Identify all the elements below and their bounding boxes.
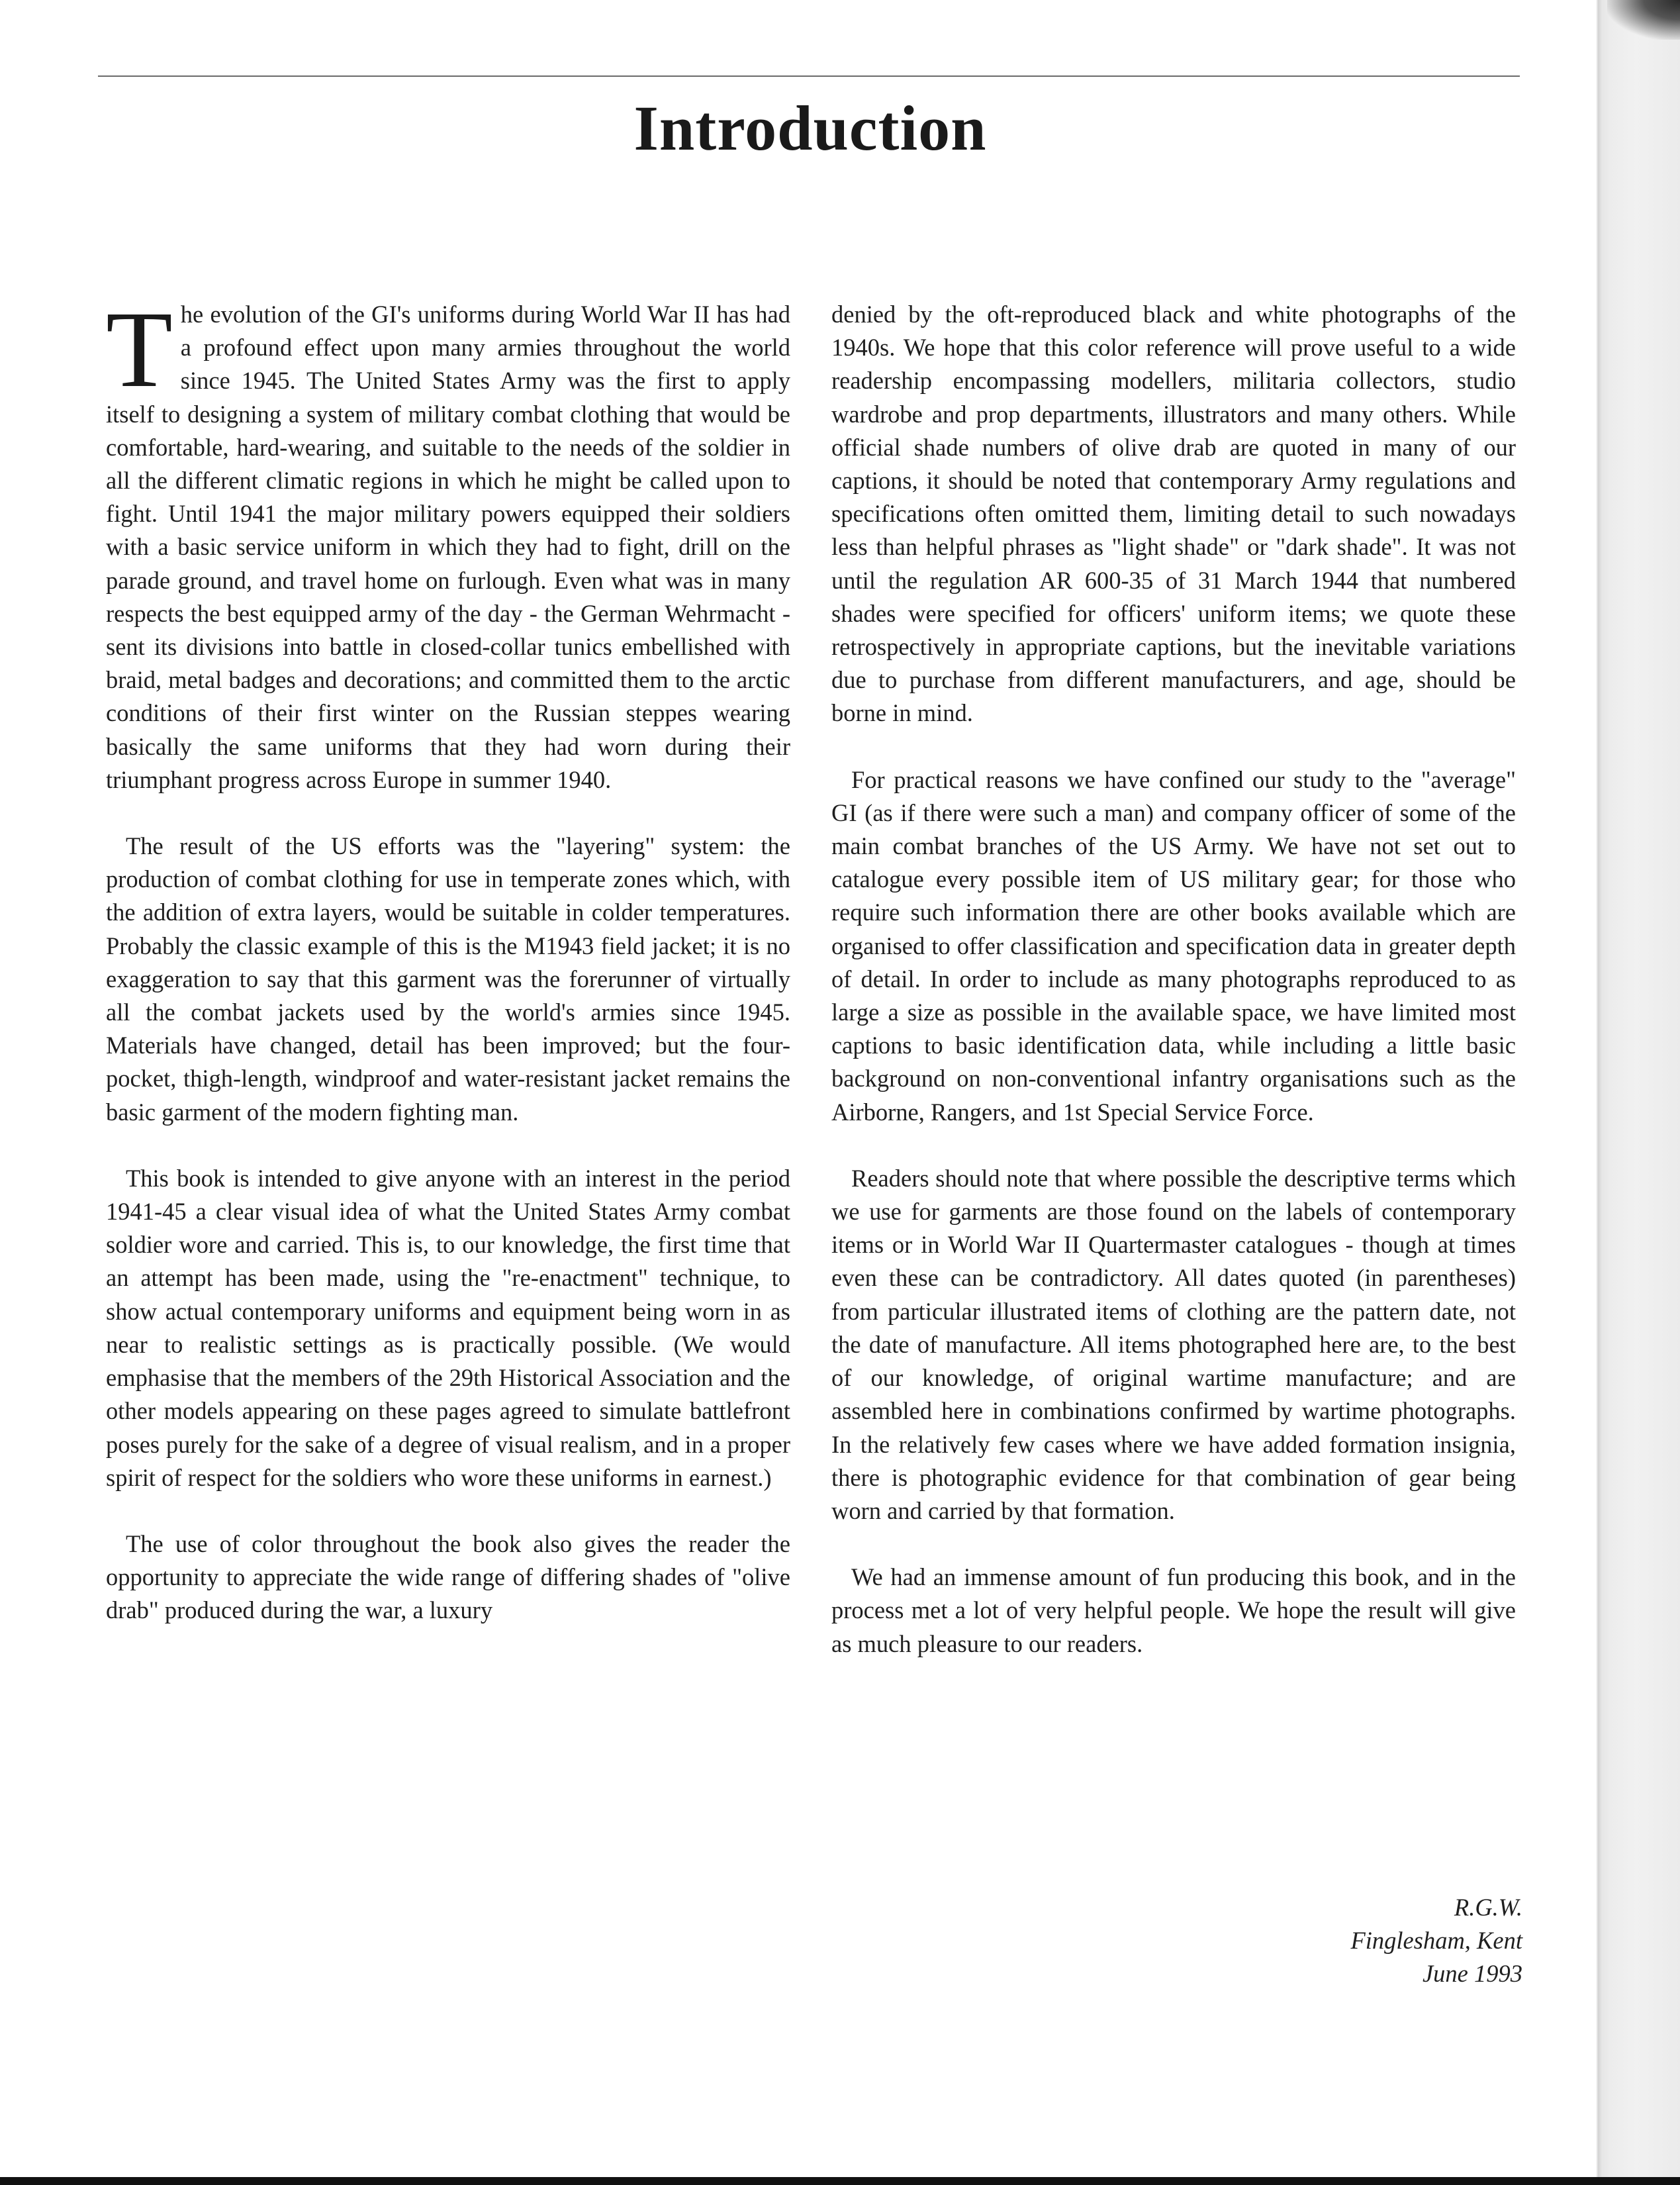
paragraph-5: denied by the oft-reproduced black and white photographs of the 1940s. We hope that this color reference will prove useful to a wide readership encompassing modellers, militaria collectors, studio wardrobe and prop departments, illustrators and many others. While official shade numbers of olive drab are quoted in many of our captions, it should be noted that contemporary Army regulations and specifications often omitted them, limiting detail to such nowadays less than helpful phrases as "light shade" or "dark shade". It was not until the regulation AR 600-35 of 31 March 1944 that numbered shades were specified for officers' uniform items; we quote these retrospectively in appropriate captions, but the inevitable variations due to purchase from different manufacturers, and age, should be borne in mind. xyxy=(831,301,1516,727)
page-title: Introduction xyxy=(633,93,987,164)
paragraph-1-text: he evolution of the GI's uniforms during World War II has had a profound effect upon many armies throughout the world since 1945. The United States Army was the first to apply itself to designing a system of military combat clothing that would be comfortable, hard-wearing, and suitable to the needs of the soldier in all the different climatic regions in which he might be called upon to fight. Until 1941 the major military powers equipped their soldiers with a basic service uniform in which they had to fight, drill on the parade ground, and travel home on furlough. Even what was in many respects the best equipped army of the day - the German Wehrmacht - sent its divisions into battle in closed-collar tunics embellished with braid, metal badges and decorations; and committed them to the arctic conditions of their first winter on the Russian steppes wearing basically the same uniforms that they had worn during their triumphant progress across Europe in summer 1940. xyxy=(106,301,790,793)
signature-date: June 1993 xyxy=(1422,1960,1522,1987)
paragraph-2: The result of the US efforts was the "layering" system: the production of combat clothing for use in temperate zones which, with the addition of extra layers, would be suitable in colder temperatures. Probably the classic example of this is the M1943 field jacket; it is no exaggeration to say that this garment was the forerunner of virtually all the combat jackets used by the world's armies since 1945. Materials have changed, detail has been improved; but the four-pocket, thigh-length, windproof and water-resistant jacket remains the basic garment of the modern fighting man. xyxy=(106,832,790,1126)
paragraph-1 xyxy=(106,289,790,797)
paragraph-3: This book is intended to give anyone with an interest in the period 1941-45 a clear visual idea of what the United States Army combat soldier wore and carried. This is, to our knowledge, the first time that an attempt has been made, using the "re-enactment" technique, to show actual contemporary uniforms and equipment being worn in as near to realistic settings as is practically possible. (We would emphasise that the members of the 29th Historical Association and the other models appearing on these pages agreed to simulate battlefront poses purely for the sake of a degree of visual realism, and in a proper spirit of respect for the soldiers who wore these uniforms in earnest.) xyxy=(106,1164,790,1491)
paragraph-6: For practical reasons we have confined our study to the "average" GI (as if there were such a man) and company officer of some of the main combat branches of the US Army. We have not set out to catalogue every possible item of US military gear; for those who require such information there are other books available which are organised to offer classification and specification data in greater depth of detail. In order to include as many photographs reproduced to as large a size as possible in the available space, we have limited most captions to basic identification data, while including a little basic background on non-conventional infantry organisations such as the Airborne, Rangers, and 1st Special Service Force. xyxy=(831,765,1516,1126)
page-gutter-edge xyxy=(1598,0,1602,2185)
left-column xyxy=(106,289,790,1661)
header-rule xyxy=(98,75,1520,77)
paragraph-8: We had an immense amount of fun producing this book, and in the process met a lot of very helpful people. We hope the result will give as much pleasure to our readers. xyxy=(831,1563,1516,1657)
drop-cap: T xyxy=(106,289,173,410)
scan-corner-shadow xyxy=(1607,0,1680,40)
right-column xyxy=(831,298,1516,1694)
signature-initials: R.G.W. xyxy=(1454,1894,1522,1921)
paragraph-4: The use of color throughout the book also gives the reader the opportunity to appreciate the wide range of differing shades of "olive drab" produced during the war, a luxury xyxy=(106,1530,790,1624)
paragraph-7: Readers should note that where possible the descriptive terms which we use for garments are those found on the labels of contemporary items or in World War II Quartermaster catalogues - though at times even these can be contradictory. All dates quoted (in parentheses) from particular illustrated items of clothing are the pattern date, not the date of manufacture. All items photographed here are, to the best of our knowledge, of original wartime manufacture; and are assembled here in combinations confirmed by wartime photographs. In the relatively few cases where we have added formation insignia, there is photographic evidence for that combination of gear being worn and carried by that formation. xyxy=(831,1164,1516,1524)
signature-place: Finglesham, Kent xyxy=(1350,1927,1522,1954)
page-gutter-shadow xyxy=(1597,0,1680,2185)
scan-bottom-edge xyxy=(0,2177,1680,2185)
author-signature xyxy=(1059,1891,1522,1990)
